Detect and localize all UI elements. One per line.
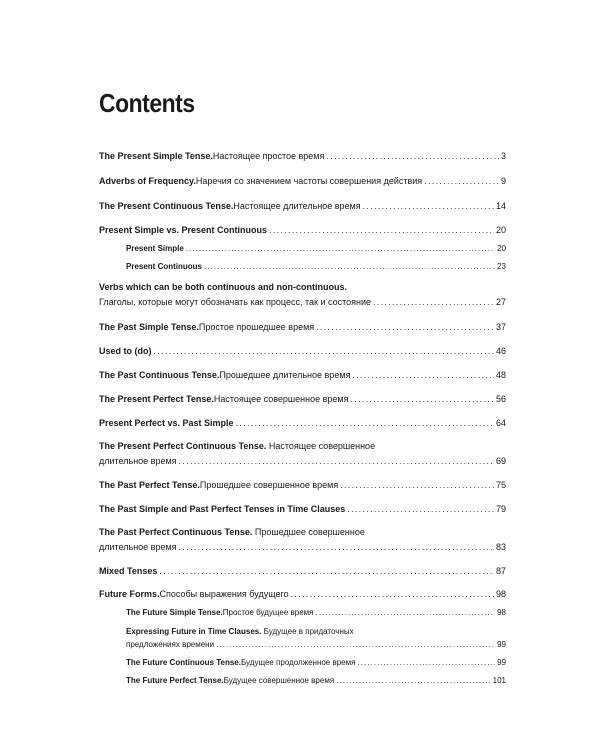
- toc-entry[interactable]: [99, 418, 506, 429]
- toc-entry[interactable]: [99, 201, 506, 212]
- toc-entry[interactable]: [99, 151, 506, 162]
- entry-page: 27: [495, 297, 506, 307]
- entry-page: 99: [497, 658, 506, 667]
- toc-entry[interactable]: [99, 297, 506, 308]
- entry-subtitle: Прошедшее совершенное время: [199, 480, 339, 490]
- entry-title: The Past Simple and Past Perfect Tenses in Time Clauses: [99, 504, 346, 514]
- entry-title: The Past Perfect Tense.: [99, 480, 200, 490]
- entry-title: Expressing Future in Time Clauses.: [126, 627, 262, 636]
- entry-page: 101: [492, 676, 506, 685]
- entry-page: 20: [495, 225, 506, 235]
- entry-title: The Present Perfect Tense.: [99, 394, 214, 404]
- toc-entry-line1[interactable]: [99, 527, 506, 538]
- entry-page: 75: [495, 480, 506, 490]
- entry-page: 20: [497, 244, 506, 253]
- entry-subtitle: Настоящее совершенное время: [213, 394, 349, 404]
- entry-subtitle: Простое прошедшее время: [198, 322, 315, 332]
- entry-title: Verbs which can be both continuous and non-continuous.: [99, 282, 348, 292]
- entry-page: 46: [495, 346, 506, 356]
- entry-title: Present Perfect vs. Past Simple: [99, 418, 234, 428]
- entry-page: 79: [495, 504, 506, 514]
- entry-subtitle: предложениях времени: [126, 640, 215, 649]
- entry-page: 98: [495, 589, 506, 599]
- entry-page: 37: [495, 322, 506, 332]
- entry-page: 83: [495, 542, 506, 552]
- entry-subtitle: Настоящее длительное время: [233, 201, 361, 211]
- entry-page: 9: [500, 176, 506, 186]
- toc-entry[interactable]: [99, 504, 506, 515]
- entry-title: The Present Continuous Tense.: [99, 201, 234, 211]
- entry-subtitle: длительное время: [99, 542, 177, 552]
- entry-title: Present Simple: [126, 244, 184, 253]
- entry-title: Used to (do): [99, 346, 152, 356]
- entry-page: 64: [495, 418, 506, 428]
- toc-entry-line1[interactable]: [99, 282, 506, 293]
- entry-title: The Present Simple Tense.: [99, 151, 213, 161]
- toc-entry[interactable]: [99, 176, 506, 187]
- entry-title: Mixed Tenses: [99, 566, 158, 576]
- toc-subentry[interactable]: [126, 639, 506, 650]
- entry-title: Present Simple vs. Present Continuous: [99, 225, 268, 235]
- toc-subentry[interactable]: [126, 675, 506, 686]
- toc-entry[interactable]: [99, 225, 506, 236]
- entry-title: Adverbs of Frequency.: [99, 176, 196, 186]
- toc-entry[interactable]: [99, 566, 506, 577]
- entry-page: 69: [495, 456, 506, 466]
- entry-page: 87: [495, 566, 506, 576]
- entry-page: 23: [497, 262, 506, 271]
- entry-subtitle: Настоящее простое время: [212, 151, 325, 161]
- page-title: Contents: [99, 88, 195, 118]
- entry-page: 98: [497, 608, 506, 617]
- entry-title: The Present Perfect Continuous Tense.: [99, 441, 267, 451]
- entry-title: The Future Continuous Tense.: [126, 658, 241, 667]
- toc-entry[interactable]: [99, 370, 506, 381]
- toc-entry[interactable]: [99, 480, 506, 491]
- toc-entry[interactable]: [99, 542, 506, 553]
- entry-subtitle: Глаголы, которые могут обозначать как процесс, так и состояние: [99, 297, 371, 307]
- entry-subtitle: Будущее совершенное время: [223, 676, 335, 685]
- entry-subtitle: Будущее в придаточных: [261, 627, 354, 636]
- toc-subentry[interactable]: [126, 657, 506, 668]
- entry-subtitle: Способы выражения будущего: [159, 589, 289, 599]
- entry-subtitle: длительное время: [99, 456, 177, 466]
- entry-title: The Past Simple Tense.: [99, 322, 199, 332]
- entry-page: 14: [495, 201, 506, 211]
- entry-title: The Past Continuous Tense.: [99, 370, 220, 380]
- entry-subtitle: Прошедшее длительное время: [219, 370, 351, 380]
- entry-subtitle: Наречия со значением частоты совершения действия: [195, 176, 423, 186]
- entry-subtitle: Простое будущее время: [222, 608, 314, 617]
- entry-page: 48: [495, 370, 506, 380]
- entry-page: 3: [500, 151, 506, 161]
- toc-entry[interactable]: [99, 346, 506, 357]
- entry-title: Present Continuous: [126, 262, 203, 271]
- toc-entry[interactable]: [99, 456, 506, 467]
- toc-subentry-line1[interactable]: [126, 626, 506, 637]
- toc-subentry[interactable]: [126, 243, 506, 254]
- entry-page: 99: [497, 640, 506, 649]
- toc-entry[interactable]: [99, 322, 506, 333]
- entry-subtitle: Прошедшее совершенное: [252, 527, 365, 537]
- entry-page: 56: [495, 394, 506, 404]
- toc-entry[interactable]: [99, 394, 506, 405]
- entry-title: The Future Simple Tense.: [126, 608, 223, 617]
- entry-subtitle: Будущее продолженное время: [240, 658, 356, 667]
- toc-entry-line1[interactable]: [99, 441, 506, 452]
- toc-subentry[interactable]: [126, 607, 506, 618]
- entry-subtitle: Настоящее совершенное: [266, 441, 376, 451]
- entry-title: The Past Perfect Continuous Tense.: [99, 527, 253, 537]
- entry-title: The Future Perfect Tense.: [126, 676, 224, 685]
- toc-subentry[interactable]: [126, 261, 506, 272]
- entry-title: Future Forms.: [99, 589, 160, 599]
- toc-entry[interactable]: [99, 589, 506, 600]
